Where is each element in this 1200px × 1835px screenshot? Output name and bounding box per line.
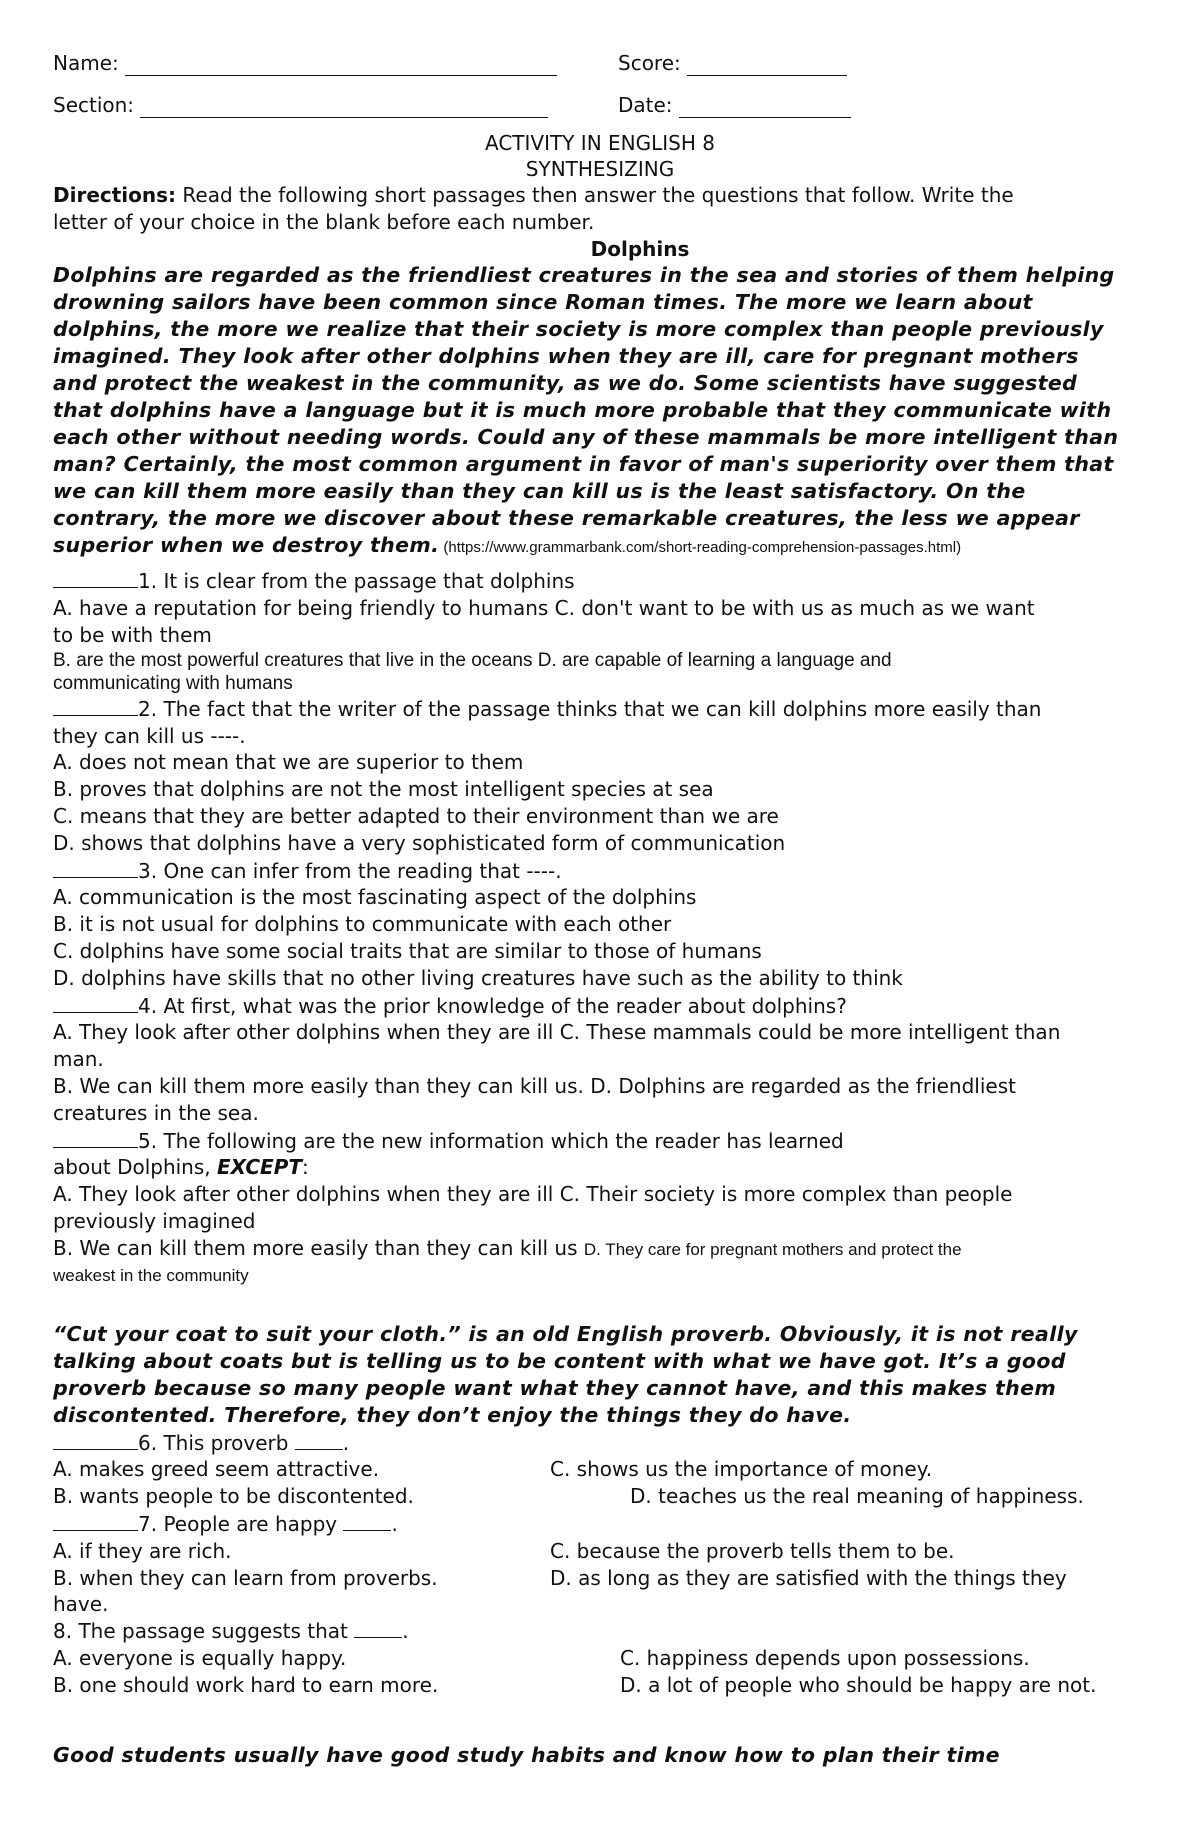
question-1: 1. It is clear from the passage that dolphins: [53, 567, 1147, 595]
date-label: Date:: [618, 93, 673, 117]
question-8: 8. The passage suggests that .: [53, 1619, 409, 1644]
answer-blank-6[interactable]: [53, 1429, 138, 1450]
score-label: Score:: [618, 51, 681, 75]
question-6: 6. This proverb .: [53, 1429, 1147, 1457]
directions-label: Directions:: [53, 183, 177, 207]
name-label: Name:: [53, 51, 119, 75]
question-7: 7. People are happy .: [53, 1510, 1147, 1538]
score-field[interactable]: [687, 55, 847, 76]
question-5: 5. The following are the new information which the reader has learned: [53, 1127, 1147, 1155]
activity-title: ACTIVITY IN ENGLISH 8: [485, 131, 715, 155]
answer-blank-2[interactable]: [53, 695, 138, 716]
activity-subtitle: SYNTHESIZING: [525, 157, 675, 181]
passage-heading: Dolphins: [590, 236, 690, 261]
answer-blank-8[interactable]: [354, 1619, 402, 1638]
proverb-passage: “Cut your coat to suit your cloth.” is an old English proverb. Obviously, it is not really talking about coats but is telling us to be content with what we have got. It’s a good proverb because so many people want what they cannot have, and this makes them discontented. Therefore, they don’t enjoy the things they do have.: [53, 1321, 1078, 1427]
section-field[interactable]: [140, 97, 548, 118]
question-3: 3. One can infer from the reading that ----.: [53, 857, 1147, 885]
name-field[interactable]: [125, 55, 557, 76]
answer-blank-3[interactable]: [53, 857, 138, 878]
answer-blank-4[interactable]: [53, 992, 138, 1013]
answer-blank-1[interactable]: [53, 567, 138, 588]
question-2: 2. The fact that the writer of the passage thinks that we can kill dolphins more easily than: [53, 695, 1147, 723]
header-row-1: [53, 40, 1147, 76]
answer-blank-7[interactable]: [53, 1510, 138, 1531]
directions: Directions: Read the following short passages then answer the questions that follow. Write the: [53, 183, 1014, 207]
answer-blank-5[interactable]: [53, 1127, 138, 1148]
study-habits-passage: Good students usually have good study habits and know how to plan their time: [53, 1743, 1000, 1768]
dolphins-passage: Dolphins are regarded as the friendliest creatures in the sea and stories of them helping drowning sailors have been common since Roman times. The more we learn about dolphins, the more we realize that their society is more complex than people previously imagined. They look after other dolphins when they are ill, care for pregnant mothers and protect the weakest in the community, as we do. Some scientists have suggested that dolphins have a language but it is much more probable that they communicate with each other without needing words. Could any of these mammals be more intelligent than man? Certainly, the most common argument in favor of man's superiority over them that we can kill them more easily than they can kill us is the least satisfactory. On the contrary, the more we discover about these remarkable creatures, the less we appear superior when we destroy them. (https://www.grammarbank.com/short-reading-comprehension-passages.html): [53, 263, 1119, 558]
section-label: Section:: [53, 93, 135, 117]
worksheet-page: Name: Score: Section: Date: ACTIVITY IN ENGLISH 8 SYNTHESIZING Directions: Read the following short passages then answer the questions that follow. Write the letter of your choice in the blank before each number. Dolphins Dolphins are regarded as the friendliest creatures in the sea and stories of them helping drowning sailors have been common since Roman times. The more we learn about dolphins, the more we realize that their society is more complex than people previously imagined. They look after other dolphins when they are ill, care for pregnant mothers and protect the weakest in the community, as we do. Some scientists have suggested that dolphins have a language but it is much more probable that they communicate with each other without needing words. Could any of these mammals be more intelligent than man? Certainly, the most common argument in favor of man's superiority over them that we can kill them more easily than they can kill us is the least satisfactory. On the contrary, the more we discover about these remarkable creatures, the less we appear superior when we destroy them. (https://www.grammarbank.com/short-reading-comprehension-passages.html) 1. It is clear from the passage that dolphins A. have a reputation for being friendly to humans C. don't want to be with us as much as we want to be with them B. are the most powerful creatures that live in the oceans D. are capable of learning a language and communicating with humans 2. The fact that the writer of the passage thinks that we can kill dolphins more easily than they can kill us ----. A. does not mean that we are superior to them B. proves that dolphins are not the most intelligent species at sea C. means that they are better adapted to their environment than we are D. shows that dolphins have a very sophisticated form of communication 3. One can infer from the reading that ----. A. communication is the most fascinating aspect of the dolphins B. it is not usual for dolphins to communicate with each other C. dolphins have some social traits that are similar to those of humans D. dolphins have skills that no other living creatures have such as the ability to think 4. At first, what was the prior knowledge of the reader about dolphins? A. They look after other dolphins when they are ill C. These mammals could be more intelligent than man. B. We can kill them more easily than they can kill us. D. Dolphins are regarded as the friendliest creatures in the sea. 5. The following are the new information which the reader has learned about Dolphins, EXCEPT: A. They look after other dolphins when they are ill C. Their society is more complex than people previously imagined B. We can kill them more easily than they can kill us D. They care for pregnant mothers and protect the weakest in the community “Cut your coat to suit your cloth.” is an old English proverb. Obviously, it is not really talking about coats but is telling us to be content with what we have got. It’s a good proverb because so many people want what they cannot have, and this makes them discontented. Therefore, they don’t enjoy the things they do have. 6. This proverb . A. makes greed seem attractive. C. shows us the importance of money. B. wants people to be discontented. D. teaches us the real meaning of happiness. 7. People are happy . A. if they are rich. C. because the proverb tells them to be. B. when they can learn from proverbs. D. as long as they are satisfied with the things they have. 8. The passage suggests that . A. everyone is equally happy. C. happiness depends upon possessions. B. one should work hard to earn more. D. a lot of people who should be happy are not. Good students usually have good study habits and know how to plan their time: [0, 0, 1200, 1835]
source-link[interactable]: (https://www.grammarbank.com/short-reading-comprehension-passages.html): [439, 539, 962, 557]
date-field[interactable]: [679, 97, 851, 118]
question-4: 4. At first, what was the prior knowledge of the reader about dolphins?: [53, 992, 1147, 1020]
header-row-2: [53, 76, 1147, 118]
